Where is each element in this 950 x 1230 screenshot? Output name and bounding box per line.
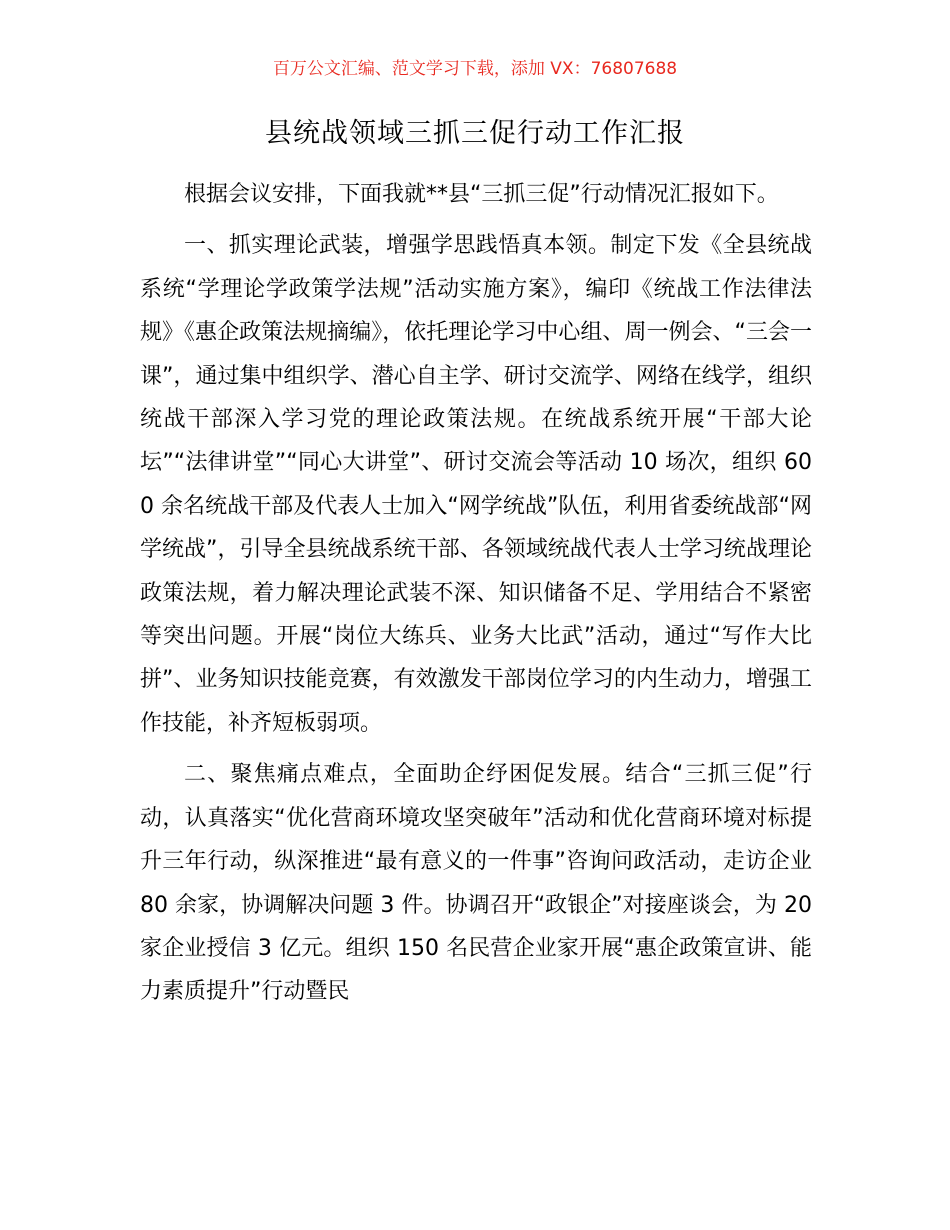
paragraph-intro: 根据会议安排，下面我就**县“三抓三促”行动情况汇报如下。: [184, 182, 779, 207]
header-banner: 百万公文汇编、范文学习下载，添加 VX：76807688: [272, 59, 678, 79]
document-body: [140, 173, 812, 1014]
paragraph-section-2: 二、聚焦痛点难点，全面助企纾困促发展。结合“三抓三促”行动，认真落实“优化营商环境攻坚突破年”活动和优化营商环境对标提升三年行动，纵深推进“最有意义的一件事”咨询问政活动，走访企业 80 余家，协调解决问题 3 件。协调召开“政银企”对接座谈会，为 20 家企业授信 3 亿元。组织 150 名民营企业家开展“惠企政策宣讲、能力素质提升”行动暨民: [140, 762, 812, 1005]
page-title: 县统战领域三抓三促行动工作汇报: [265, 118, 685, 149]
paragraph-section-1: 一、抓实理论武装，增强学思践悟真本领。制定下发《全县统战系统“学理论学政策学法规”活动实施方案》，编印《统战工作法律法规》《惠企政策法规摘编》，依托理论学习中心组、周一例会、“三会一课”，通过集中组织学、潜心自主学、研讨交流学、网络在线学，组织统战干部深入学习党的理论政策法规。在统战系统开展“干部大论坛”“法律讲堂”“同心大讲堂”、研讨交流会等活动 10 场次，组织 600 余名统战干部及代表人士加入“网学统战”队伍，利用省委统战部“网学统战”，引导全县统战系统干部、各领域统战代表人士学习统战理论政策法规，着力解决理论武装不深、知识储备不足、学用结合不紧密等突出问题。开展“岗位大练兵、业务大比武”活动，通过“写作大比拼”、业务知识技能竞赛，有效激发干部岗位学习的内生动力，增强工作技能，补齐短板弱项。: [140, 233, 812, 736]
